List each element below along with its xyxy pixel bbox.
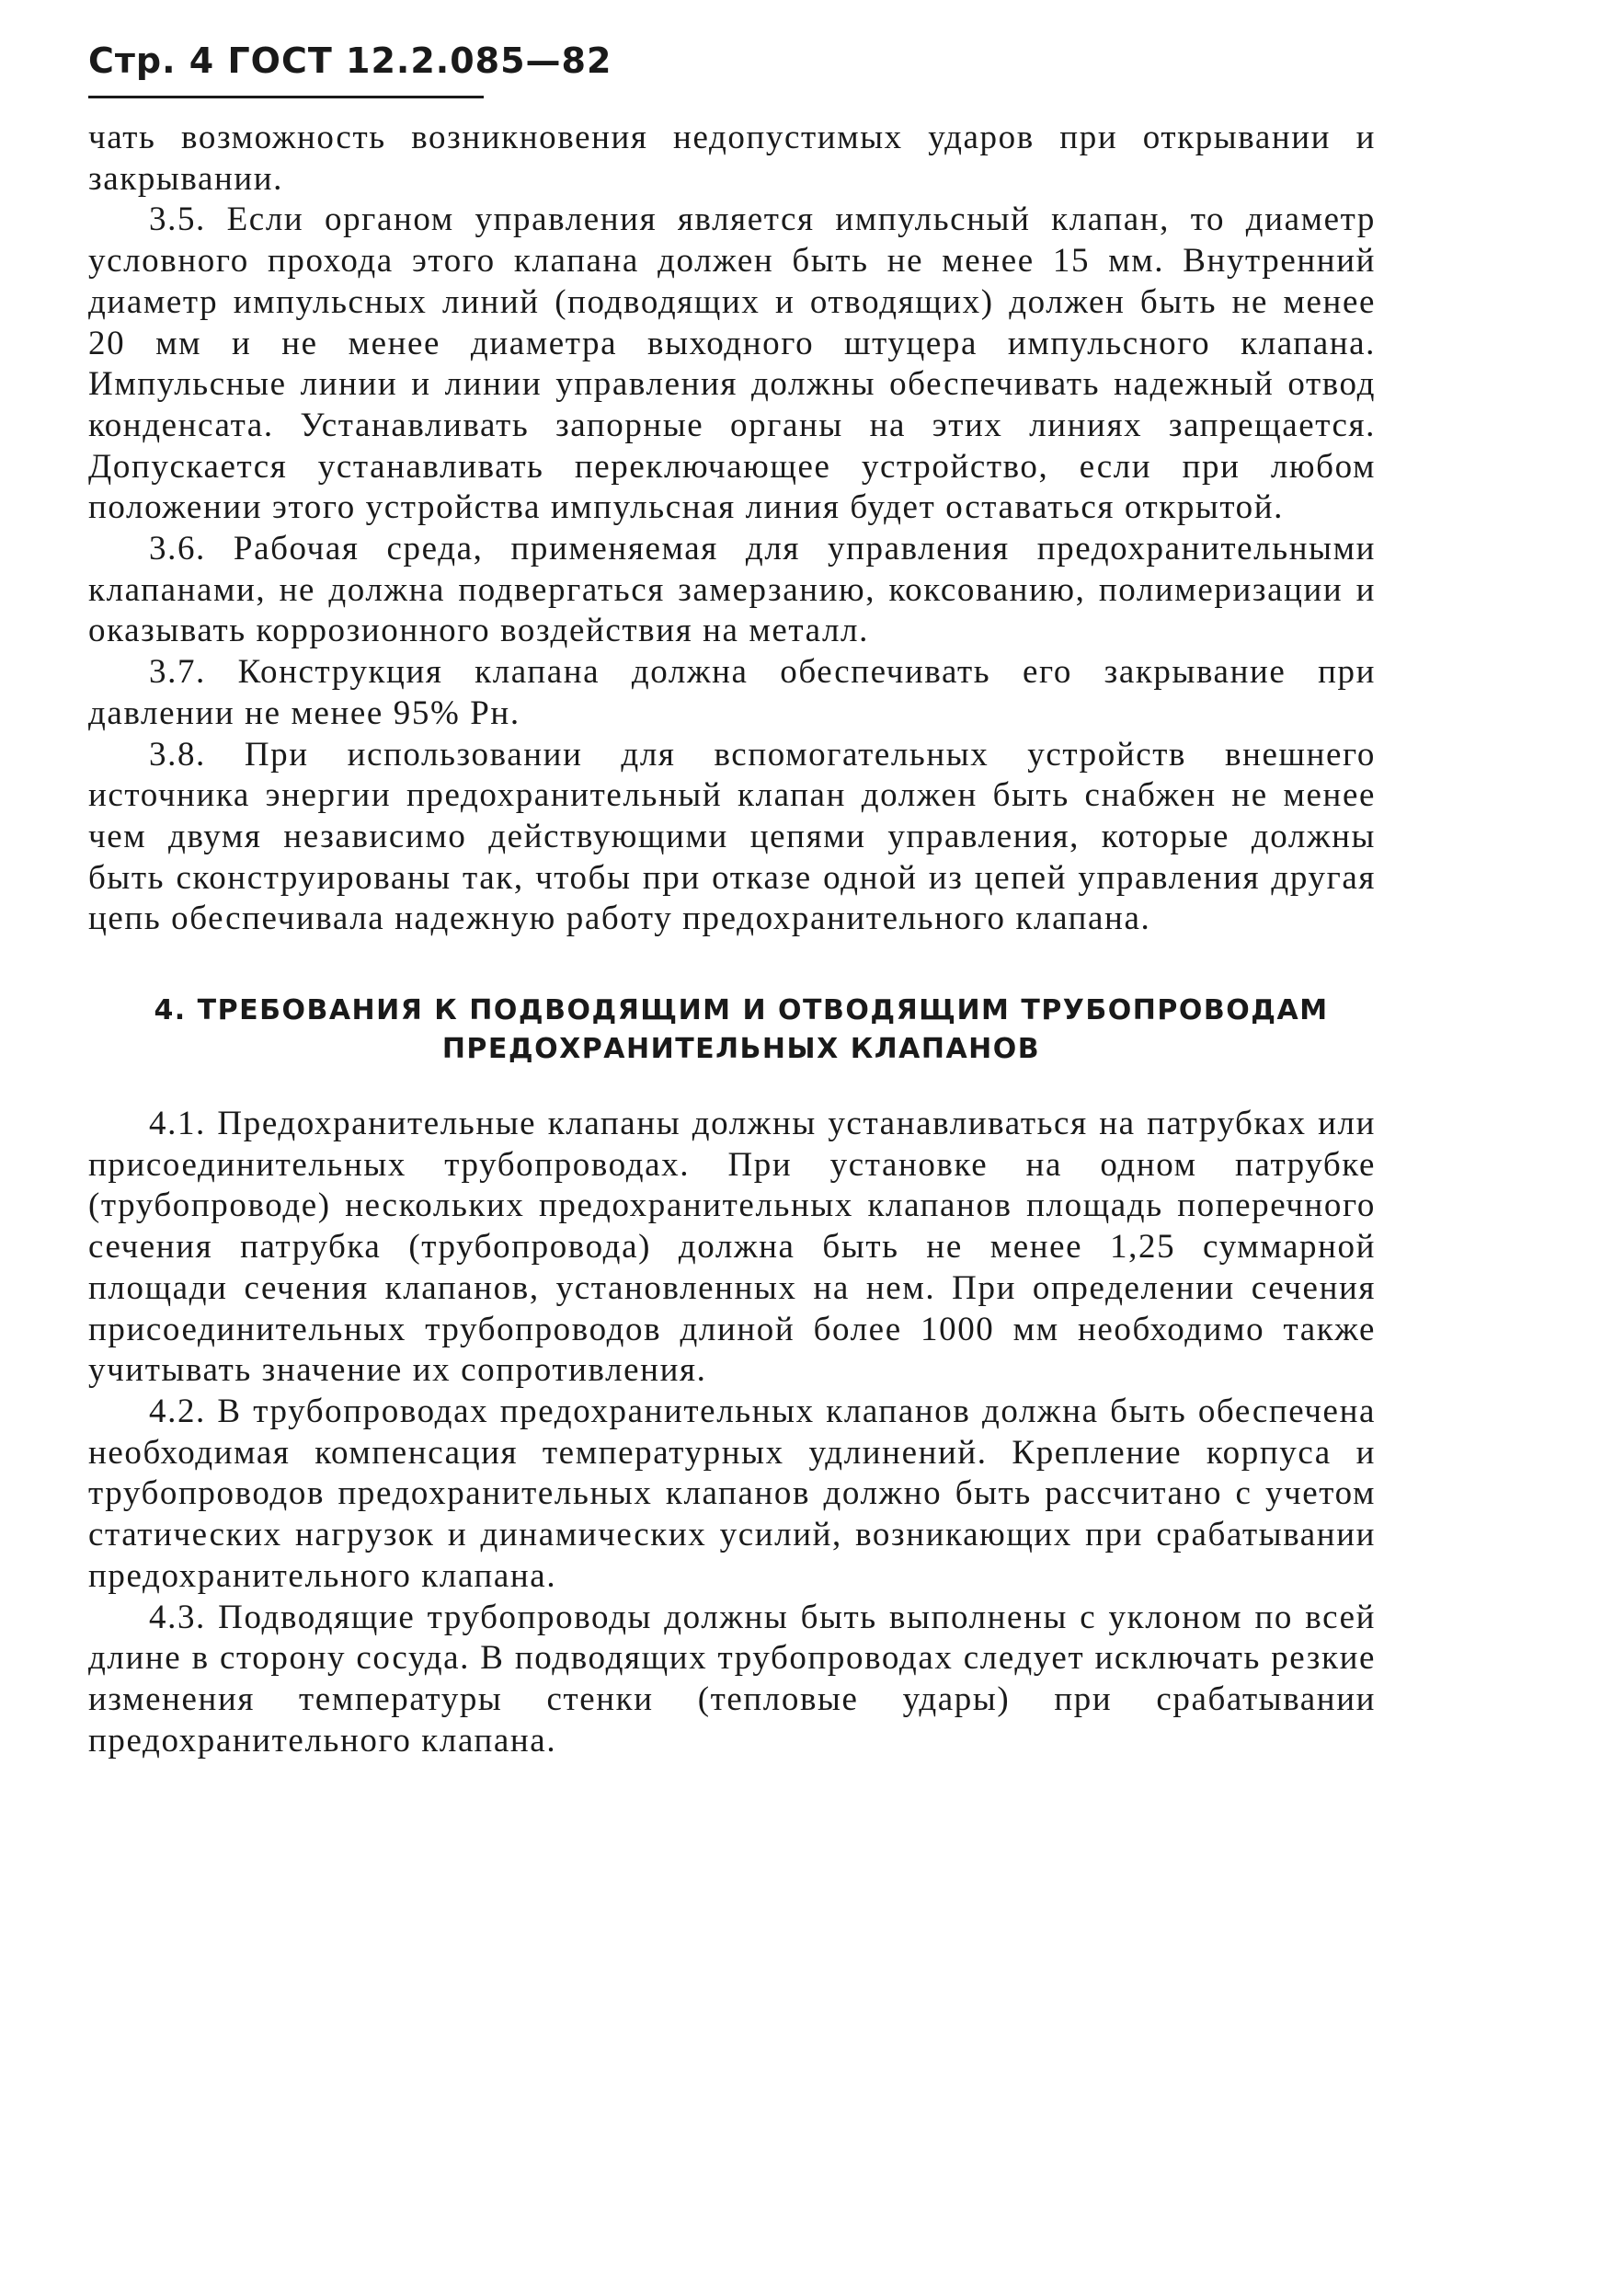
- paragraph-4-3: 4.3. Подводящие трубопроводы должны быть выполнены с уклоном по всей длине в сторону сосуда. В подводящих трубопроводах следует исключать резкие изменения температуры стенки (тепловые удары) при срабатывании предохранительного клапана.: [88, 1598, 1376, 1760]
- paragraph-continuation: чать возможность возникновения недопустимых ударов при открывании и закрывании.: [88, 119, 1376, 198]
- paragraph-3-7: 3.7. Конструкция клапана должна обеспечивать его закрывание при давлении не менее 95% Pн.: [88, 653, 1376, 732]
- section-4-heading: [88, 992, 1376, 1069]
- section-4-heading-line-2: ПРЕДОХРАНИТЕЛЬНЫХ КЛАПАНОВ: [441, 1033, 1041, 1066]
- document-body: [88, 118, 1376, 1761]
- paragraph-3-6: 3.6. Рабочая среда, применяемая для управления предохранительными клапанами, не должна подвергаться замерзанию, коксованию, полимеризации и оказывать коррозионного воздействия на металл.: [88, 530, 1376, 650]
- section-4-heading-line-1: 4. ТРЕБОВАНИЯ К ПОДВОДЯЩИМ И ОТВОДЯЩИМ ТРУБОПРОВОДАМ: [154, 994, 1329, 1027]
- page-header: Стр. 4 ГОСТ 12.2.085—82: [88, 40, 612, 81]
- header-rule: [88, 96, 484, 98]
- paragraph-4-1: 4.1. Предохранительные клапаны должны устанавливаться на патрубках или присоединительных трубопроводах. При установке на одном патрубке (трубопроводе) нескольких предохранительных клапанов площадь поперечного сечения патрубка (трубопровода) должна быть не менее 1,25 суммарной площади сечения клапанов, установленных на нем. При определении сечения присоединительных трубопроводов длиной более 1000 мм необходимо также учитывать значение их сопротивления.: [88, 1105, 1376, 1390]
- paragraph-3-8: 3.8. При использовании для вспомогательных устройств внешнего источника энергии предохранительный клапан должен быть снабжен не менее чем двумя независимо действующими цепями управления, которые должны быть сконструированы так, чтобы при отказе одной из цепей управления другая цепь обеспечивала надежную работу предохранительного клапана.: [88, 735, 1376, 938]
- paragraph-4-2: 4.2. В трубопроводах предохранительных клапанов должна быть обеспечена необходимая компенсация температурных удлинений. Крепление корпуса и трубопроводов предохранительных клапанов должно быть рассчитано с учетом статических нагрузок и динамических усилий, возникающих при срабатывании предохранительного клапана.: [88, 1392, 1376, 1595]
- paragraph-3-5: 3.5. Если органом управления является импульсный клапан, то диаметр условного прохода этого клапана должен быть не менее 15 мм. Внутренний диаметр импульсных линий (подводящих и отводящих) должен быть не менее 20 мм и не менее диаметра выходного штуцера импульсного клапана. Импульсные линии и линии управления должны обеспечивать надежный отвод конденсата. Устанавливать запорные органы на этих линиях запрещается. Допускается устанавливать переключающее устройство, если при любом положении этого устройства импульсная линия будет оставаться открытой.: [88, 201, 1376, 527]
